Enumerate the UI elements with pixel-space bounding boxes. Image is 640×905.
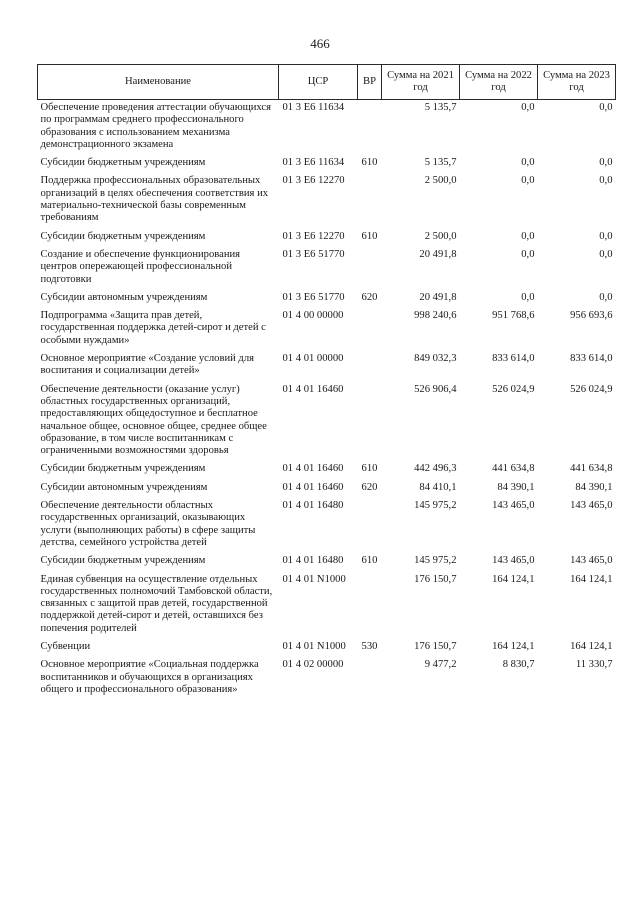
row-name: Обеспечение деятельности (оказание услуг) областных государственных организаций, предоставляющих общедоступное и бесплатное начальное общее, основное общее, среднее общее образование, в том числе воспитанникам с ограниченными возможностями здоровья (40, 383, 267, 457)
row-vr: 620 (361, 291, 378, 303)
row-vr (358, 351, 382, 382)
row-sum-2021: 20 491,8 (419, 291, 457, 303)
row-vr: 610 (361, 463, 378, 475)
row-name: Субсидии автономным учреждениям (40, 291, 208, 303)
row-name: Субсидии бюджетным учреждениям (40, 555, 206, 567)
row-sum-2021: 442 496,3 (414, 463, 457, 475)
row-sum-2022: 0,0 (521, 230, 535, 242)
header-name: Наименование (38, 65, 279, 100)
row-sum-2023: 11 330,7 (575, 659, 613, 671)
row-sum-2023: 526 024,9 (570, 383, 613, 395)
budget-table (37, 64, 616, 700)
row-vr (358, 498, 382, 553)
row-sum-2022: 833 614,0 (492, 353, 535, 365)
row-vr: 620 (361, 481, 378, 493)
row-sum-2022: 0,0 (521, 157, 535, 169)
row-csr: 01 3 Е6 51770 (282, 248, 345, 260)
table-row (38, 290, 616, 308)
row-sum-2021: 176 150,7 (414, 640, 457, 652)
row-vr (358, 657, 382, 700)
row-name: Субвенции (40, 640, 91, 652)
row-sum-2023: 143 465,0 (570, 500, 613, 512)
table-row (38, 572, 616, 639)
row-sum-2022: 441 634,8 (492, 463, 535, 475)
row-sum-2021: 84 410,1 (419, 481, 457, 493)
table-row (38, 480, 616, 498)
row-name: Субсидии бюджетным учреждениям (40, 463, 206, 475)
row-sum-2023: 143 465,0 (570, 555, 613, 567)
header-vr: ВР (358, 65, 382, 100)
row-sum-2023: 0,0 (599, 248, 613, 260)
table-row (38, 657, 616, 700)
row-csr: 01 3 Е6 11634 (282, 102, 345, 113)
row-sum-2022: 0,0 (521, 291, 535, 303)
row-csr: 01 4 02 00000 (282, 659, 344, 671)
row-sum-2023: 0,0 (599, 175, 613, 187)
row-vr: 530 (361, 640, 378, 652)
row-name: Основное мероприятие «Социальная поддержка воспитанников и обучающихся в организациях общего и профессионального образования» (40, 659, 259, 695)
table-row (38, 351, 616, 382)
table-row (38, 247, 616, 290)
table-row (38, 553, 616, 571)
row-name: Обеспечение проведения аттестации обучающихся по программам среднего профессионального образования с использованием механизма демонстрационного экзамена (40, 102, 272, 150)
row-name: Субсидии бюджетным учреждениям (40, 230, 206, 242)
table-body (38, 100, 616, 701)
row-sum-2022: 164 124,1 (492, 640, 535, 652)
header-sum-2023: Сумма на 2023 год (538, 65, 616, 100)
row-sum-2023: 164 124,1 (570, 640, 613, 652)
row-sum-2021: 2 500,0 (424, 175, 457, 187)
row-name: Единая субвенция на осуществление отдельных государственных полномочий Тамбовской области, связанных с защитой прав детей, государственной поддержкой детей-сирот и детей, оставшихся без попечения родителей (40, 573, 273, 634)
table-row (38, 461, 616, 479)
header-sum-2022: Сумма на 2022 год (460, 65, 538, 100)
table-row (38, 382, 616, 462)
header-csr: ЦСР (279, 65, 358, 100)
row-sum-2021: 20 491,8 (419, 248, 457, 260)
table-row (38, 100, 616, 156)
row-csr: 01 3 Е6 12270 (282, 175, 345, 187)
row-csr: 01 3 Е6 12270 (282, 230, 345, 242)
row-csr: 01 4 01 16460 (282, 481, 344, 493)
row-sum-2023: 441 634,8 (570, 463, 613, 475)
row-vr (358, 308, 382, 351)
row-csr: 01 4 01 16460 (282, 383, 344, 395)
row-sum-2021: 998 240,6 (414, 310, 457, 322)
table-header (38, 65, 616, 100)
row-sum-2023: 84 390,1 (575, 481, 613, 493)
row-sum-2021: 2 500,0 (424, 230, 457, 242)
row-sum-2021: 145 975,2 (414, 555, 457, 567)
row-sum-2023: 833 614,0 (570, 353, 613, 365)
row-vr: 610 (361, 157, 378, 169)
row-sum-2021: 526 906,4 (414, 383, 457, 395)
row-name: Подпрограмма «Защита прав детей, государственная поддержка детей-сирот и детей с особыми нуждами» (40, 310, 266, 346)
row-vr (358, 247, 382, 290)
row-vr (358, 100, 382, 156)
row-name: Субсидии бюджетным учреждениям (40, 157, 206, 169)
row-vr: 610 (361, 230, 378, 242)
row-sum-2022: 143 465,0 (492, 555, 535, 567)
row-name: Поддержка профессиональных образовательных организаций в целях обеспечения соответствия их материально-технической базы современным требованиям (40, 175, 269, 224)
row-vr (358, 173, 382, 228)
table-row (38, 229, 616, 247)
row-sum-2021: 5 135,7 (424, 102, 457, 113)
row-sum-2023: 0,0 (599, 291, 613, 303)
row-sum-2021: 145 975,2 (414, 500, 457, 512)
row-csr: 01 4 00 00000 (282, 310, 344, 322)
row-sum-2022: 0,0 (521, 248, 535, 260)
row-name: Основное мероприятие «Создание условий для воспитания и социализации детей» (40, 353, 254, 377)
row-sum-2023: 164 124,1 (570, 573, 613, 585)
row-sum-2021: 5 135,7 (424, 157, 457, 169)
table-row (38, 308, 616, 351)
row-vr (358, 572, 382, 639)
row-sum-2023: 0,0 (599, 157, 613, 169)
row-sum-2022: 8 830,7 (502, 659, 535, 671)
row-sum-2022: 84 390,1 (497, 481, 535, 493)
row-sum-2023: 0,0 (599, 102, 613, 113)
row-vr (358, 382, 382, 462)
table-row (38, 173, 616, 228)
row-csr: 01 3 Е6 11634 (282, 157, 345, 169)
row-sum-2022: 164 124,1 (492, 573, 535, 585)
row-sum-2022: 0,0 (521, 175, 535, 187)
table-row (38, 639, 616, 657)
row-sum-2023: 0,0 (599, 230, 613, 242)
row-sum-2021: 176 150,7 (414, 573, 457, 585)
row-name: Создание и обеспечение функционирования центров опережающей профессиональной подготовки (40, 248, 241, 285)
row-csr: 01 4 01 16460 (282, 463, 344, 475)
row-sum-2022: 143 465,0 (492, 500, 535, 512)
row-csr: 01 4 01 16480 (282, 500, 344, 512)
row-csr: 01 3 Е6 51770 (282, 291, 345, 303)
row-sum-2022: 0,0 (521, 102, 535, 113)
table-row (38, 155, 616, 173)
header-sum-2021: Сумма на 2021 год (382, 65, 460, 100)
table-row (38, 498, 616, 553)
row-name: Субсидии автономным учреждениям (40, 481, 208, 493)
row-sum-2022: 951 768,6 (492, 310, 535, 322)
row-csr: 01 4 01 N1000 (282, 640, 346, 652)
row-sum-2022: 526 024,9 (492, 383, 535, 395)
row-sum-2021: 9 477,2 (424, 659, 457, 671)
row-csr: 01 4 01 00000 (282, 353, 344, 365)
row-vr: 610 (361, 555, 378, 567)
row-sum-2023: 956 693,6 (570, 310, 613, 322)
row-sum-2021: 849 032,3 (414, 353, 457, 365)
row-csr: 01 4 01 16480 (282, 555, 344, 567)
page-number: 466 (310, 36, 330, 51)
row-csr: 01 4 01 N1000 (282, 573, 346, 585)
row-name: Обеспечение деятельности областных государственных организаций, оказывающих услуги (выполняющих работы) в сфере защиты детства, семейного устройства детей (40, 500, 256, 548)
